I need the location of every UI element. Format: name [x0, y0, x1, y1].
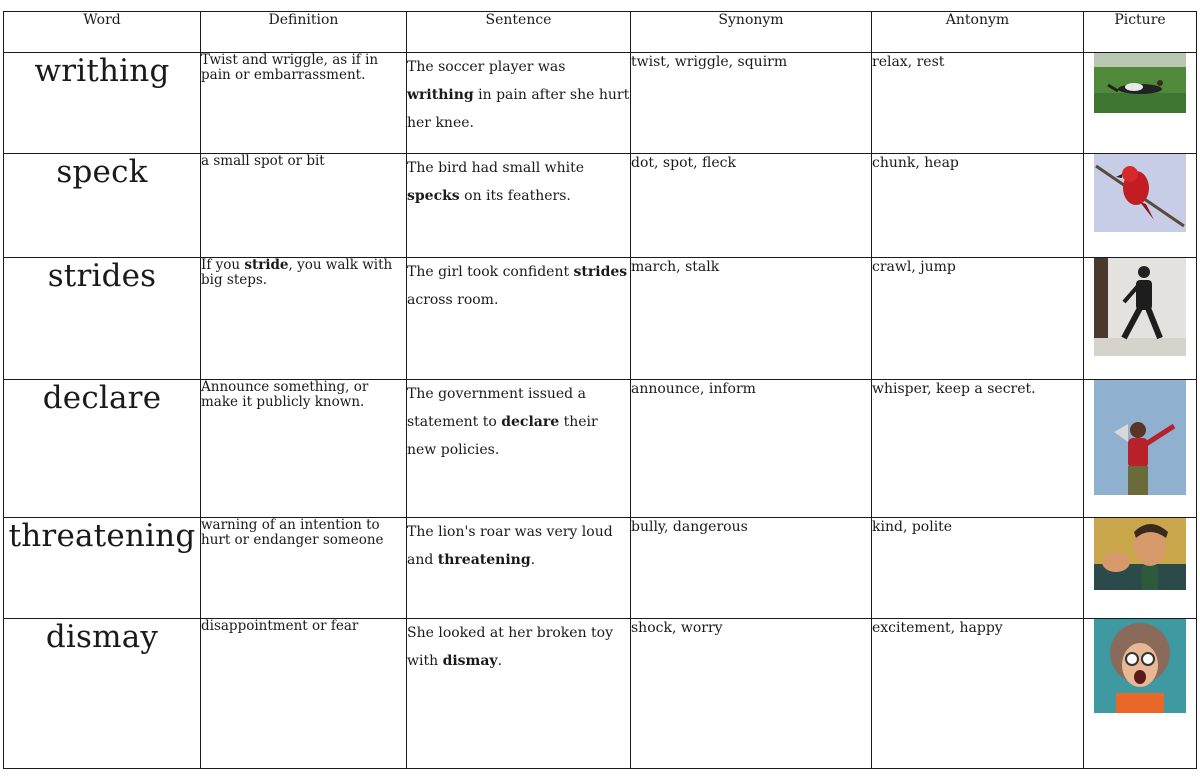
picture-cell — [1084, 380, 1197, 518]
table-row — [4, 53, 1197, 154]
picture-cell — [1084, 53, 1197, 154]
antonym-cell: kind, polite — [872, 518, 1084, 619]
definition-cell: If you stride, you walk with big steps. — [201, 258, 407, 380]
vocab-word: writhing — [34, 53, 170, 89]
megaphone-woman-image — [1094, 380, 1186, 495]
shocked-woman-image — [1094, 619, 1186, 713]
word-cell — [4, 380, 201, 518]
synonym-cell: announce, inform — [631, 380, 872, 518]
word-cell — [4, 53, 201, 154]
sentence-cell: The lion's roar was very loud and threatening. — [407, 518, 631, 619]
red-bird-image — [1094, 154, 1186, 232]
pointing-man-image — [1094, 518, 1186, 590]
vocab-word: strides — [47, 258, 157, 294]
table-row — [4, 154, 1197, 258]
synonym-cell: twist, wriggle, squirm — [631, 53, 872, 154]
word-cell — [4, 258, 201, 380]
header-word: Word — [4, 12, 201, 53]
walking-person-image — [1094, 258, 1186, 356]
synonym-cell: shock, worry — [631, 619, 872, 769]
antonym-cell: crawl, jump — [872, 258, 1084, 380]
table-row — [4, 518, 1197, 619]
vocabulary-table — [3, 11, 1197, 769]
antonym-cell: chunk, heap — [872, 154, 1084, 258]
definition-cell: a small spot or bit — [201, 154, 407, 258]
header-sentence: Sentence — [407, 12, 631, 53]
header-synonym: Synonym — [631, 12, 872, 53]
sentence-cell: The girl took confident strides across room. — [407, 258, 631, 380]
synonym-cell: march, stalk — [631, 258, 872, 380]
header-definition: Definition — [201, 12, 407, 53]
word-cell — [4, 518, 201, 619]
synonym-cell: dot, spot, fleck — [631, 154, 872, 258]
antonym-cell: relax, rest — [872, 53, 1084, 154]
antonym-cell: whisper, keep a secret. — [872, 380, 1084, 518]
header-row — [4, 12, 1197, 53]
table-row — [4, 619, 1197, 769]
antonym-cell: excitement, happy — [872, 619, 1084, 769]
sentence-cell: The soccer player was writhing in pain after she hurt her knee. — [407, 53, 631, 154]
vocab-word: dismay — [45, 619, 159, 655]
table-row — [4, 258, 1197, 380]
word-cell — [4, 619, 201, 769]
header-picture: Picture — [1084, 12, 1197, 53]
sentence-cell: The government issued a statement to declare their new policies. — [407, 380, 631, 518]
synonym-cell: bully, dangerous — [631, 518, 872, 619]
definition-cell: Twist and wriggle, as if in pain or embarrassment. — [201, 53, 407, 154]
picture-cell — [1084, 619, 1197, 769]
sentence-cell: The bird had small white specks on its feathers. — [407, 154, 631, 258]
definition-cell: Announce something, or make it publicly known. — [201, 380, 407, 518]
definition-cell: warning of an intention to hurt or endanger someone — [201, 518, 407, 619]
table-row — [4, 380, 1197, 518]
vocab-word: declare — [42, 380, 162, 416]
word-cell — [4, 154, 201, 258]
definition-cell: disappointment or fear — [201, 619, 407, 769]
picture-cell — [1084, 518, 1197, 619]
picture-cell — [1084, 154, 1197, 258]
soccer-player-image — [1094, 53, 1186, 113]
vocab-word: threatening — [8, 518, 196, 554]
vocab-word: speck — [56, 154, 148, 190]
header-antonym: Antonym — [872, 12, 1084, 53]
picture-cell — [1084, 258, 1197, 380]
sentence-cell: She looked at her broken toy with dismay. — [407, 619, 631, 769]
